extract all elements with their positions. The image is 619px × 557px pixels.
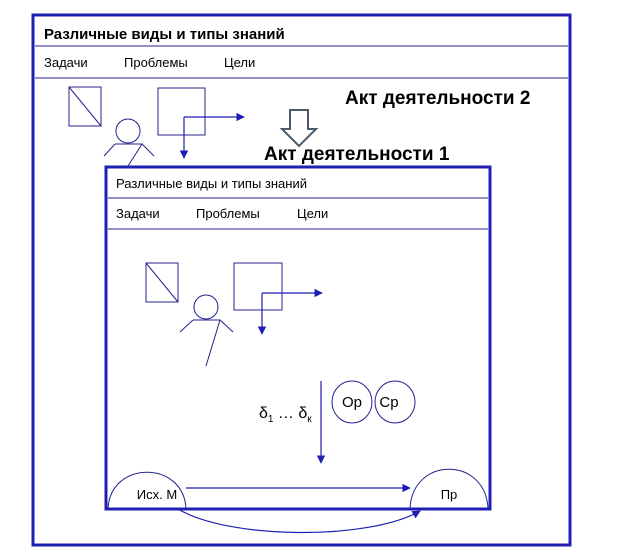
- inner-menu-item-goals[interactable]: Цели: [297, 206, 329, 221]
- inner-panel-title: Различные виды и типы знаний: [116, 176, 307, 191]
- return-arc-arrow: [178, 509, 420, 533]
- outer-person-icon: [104, 119, 154, 166]
- outer-panel-title: Различные виды и типы знаний: [44, 26, 285, 43]
- inner-menu-item-tasks[interactable]: Задачи: [116, 206, 160, 221]
- source-node-label: Исх. М: [136, 487, 178, 502]
- outer-activity-label: Акт деятельности 2: [345, 88, 531, 109]
- product-node-label: Пр: [440, 487, 458, 502]
- inner-activity-label: Акт деятельности 1: [264, 144, 450, 165]
- outer-process-box-icon: [158, 88, 244, 158]
- inner-menu-item-problems[interactable]: Проблемы: [196, 206, 260, 221]
- svg-text:Ор: Ор: [341, 394, 363, 411]
- transition-down-arrow-icon: [282, 110, 316, 146]
- outer-menu-item-problems[interactable]: Проблемы: [124, 55, 188, 70]
- outer-knowledge-doc-icon: [69, 87, 101, 126]
- svg-text:Ср: Ср: [379, 394, 399, 411]
- delta-formula: $\delta_1$ … $\delta_к$: [259, 405, 312, 425]
- outer-menu-item-goals[interactable]: Цели: [224, 55, 256, 70]
- outer-menu-item-tasks[interactable]: Задачи: [44, 55, 88, 70]
